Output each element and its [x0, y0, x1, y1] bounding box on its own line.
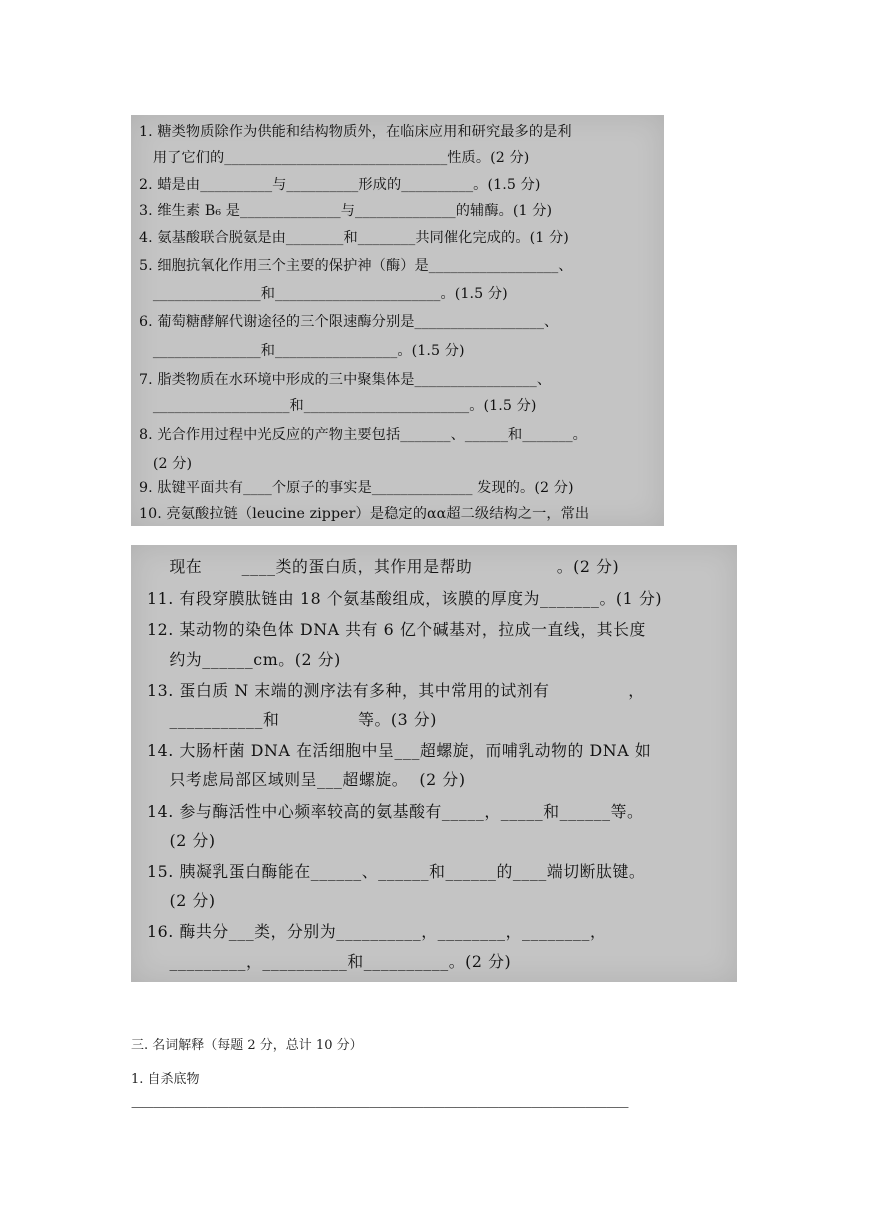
scanned-question-image-top — [131, 115, 664, 526]
question-line: 3. 维生素 B₆ 是______________与______________的辅酶。(1 分) — [139, 203, 553, 219]
question-line: 11. 有段穿膜肽链由 18 个氨基酸组成，该膜的厚度为_______。(1 分) — [147, 589, 663, 608]
section-heading: 三. 名词解释（每题 2 分，总计 10 分） — [131, 1038, 363, 1053]
question-line: 用了它们的_______________________________性质。(2 分) — [139, 150, 530, 166]
question-line: 13. 蛋白质 N 末端的测序法有多种，其中常用的试剂有 ， — [147, 681, 645, 700]
question-line: 2. 蜡是由__________与__________形成的__________。(1.5 分) — [139, 177, 541, 193]
scanned-question-image-bottom — [131, 545, 737, 982]
question-line: 7. 脂类物质在水环境中形成的三中聚集体是_________________、 — [139, 372, 552, 388]
question-line: ___________________和_______________________。(1.5 分) — [139, 398, 537, 414]
question-line: _______________和_________________。(1.5 分) — [139, 343, 465, 359]
question-line: 9. 肽键平面共有____个原子的事实是______________ 发现的。(2 分) — [139, 480, 574, 496]
question-line: 14. 大肠杆菌 DNA 在活细胞中呈___超螺旋，而哺乳动物的 DNA 如 — [147, 741, 652, 760]
question-line: 只考虑局部区域则呈___超螺旋。 (2 分) — [147, 770, 466, 789]
question-line: 4. 氨基酸联合脱氨是由________和________共同催化完成的。(1 分) — [139, 230, 569, 246]
answer-line: —————————————————————————————————————————————— — [131, 1100, 628, 1114]
question-line: 约为______cm。(2 分) — [147, 650, 341, 669]
question-line: _________，__________和__________。(2 分) — [147, 952, 512, 971]
question-line: 10. 亮氨酸拉链（leucine zipper）是稳定的αα超二级结构之一，常出 — [139, 506, 590, 522]
question-line: 12. 某动物的染色体 DNA 共有 6 亿个碱基对，拉成一直线，其长度 — [147, 620, 646, 639]
question-line: ___________和 等。(3 分) — [147, 710, 438, 729]
question-line: (2 分) — [139, 456, 193, 472]
question-line: 15. 胰凝乳蛋白酶能在______、______和______的____端切断肽键。 — [147, 862, 646, 881]
question-line: 14. 参与酶活性中心频率较高的氨基酸有_____，_____和______等。 — [147, 802, 644, 821]
question-line: 现在 ____类的蛋白质，其作用是帮助 。(2 分) — [147, 557, 620, 576]
question-line: (2 分) — [147, 831, 216, 850]
question-line: 5. 细胞抗氧化作用三个主要的保护神（酶）是__________________、 — [139, 258, 573, 274]
question-line: 6. 葡萄糖酵解代谢途径的三个限速酶分别是__________________、 — [139, 314, 559, 330]
term-item: 1. 自杀底物 — [131, 1072, 200, 1087]
question-line: _______________和_______________________。(1.5 分) — [139, 286, 508, 302]
question-line: 1. 糖类物质除作为供能和结构物质外，在临床应用和研究最多的是利 — [139, 124, 572, 140]
question-line: 8. 光合作用过程中光反应的产物主要包括_______、______和_______。 — [139, 427, 587, 443]
question-line: 16. 酶共分___类，分别为__________，________，________， — [147, 922, 607, 941]
question-line: (2 分) — [147, 891, 216, 910]
